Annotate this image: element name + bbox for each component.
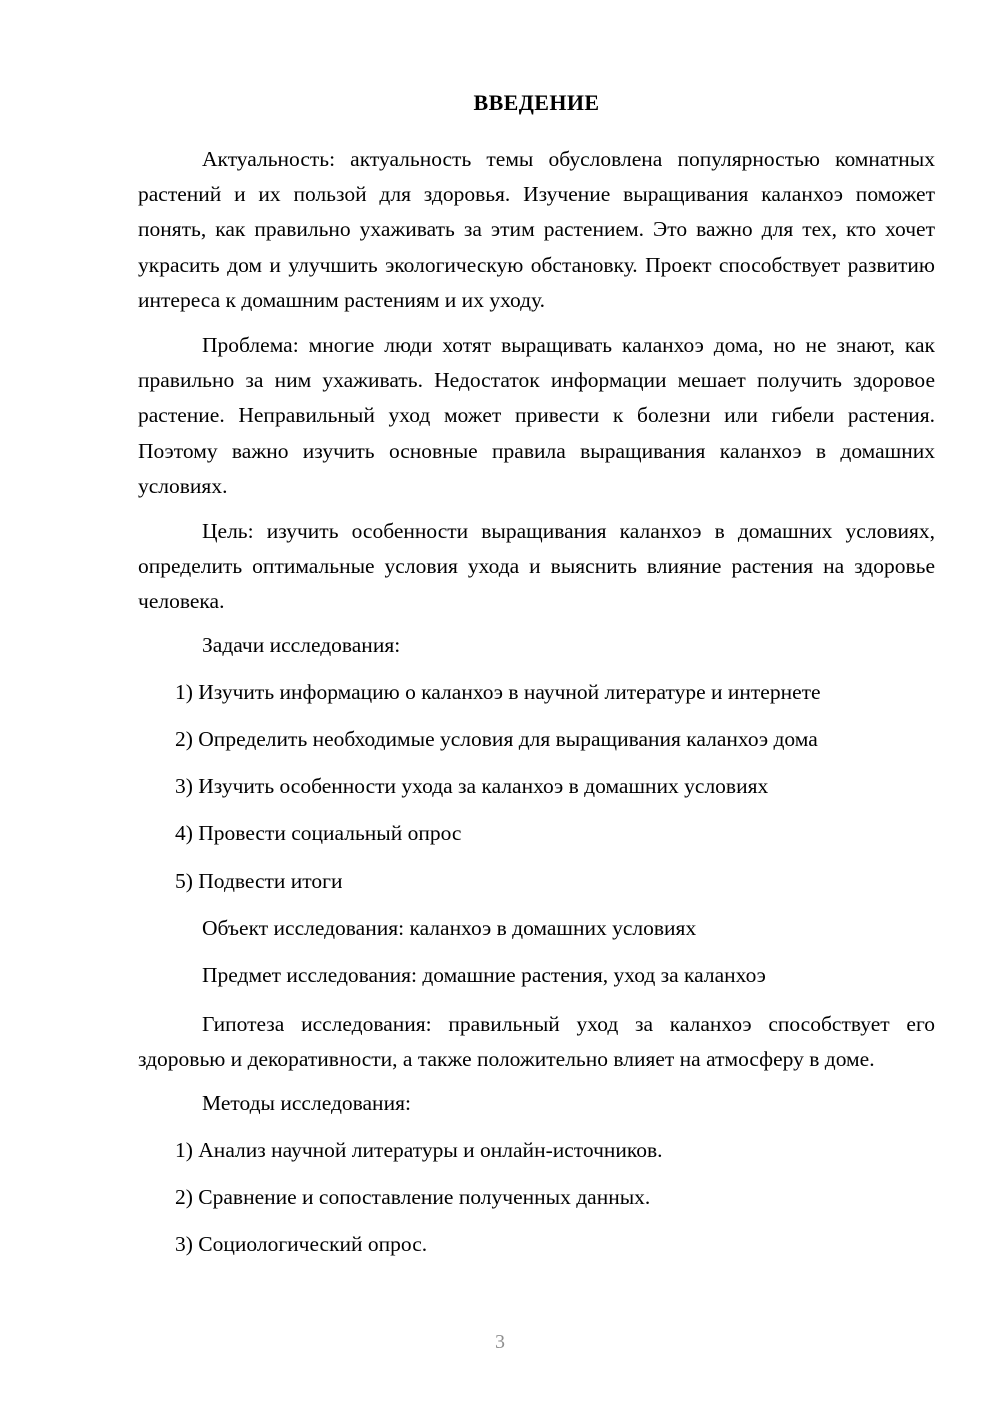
list-item: 2) Сравнение и сопоставление полученных данных. (175, 1185, 651, 1210)
subject-of-research: Предмет исследования: домашние растения, уход за каланхоэ (202, 963, 766, 988)
tasks-heading: Задачи исследования: (202, 632, 401, 657)
tasks-list (138, 663, 935, 899)
list-item: 2) Определить необходимые условия для выращивания каланхоэ дома (175, 727, 818, 752)
page-title: ВВЕДЕНИЕ (473, 90, 600, 115)
methods-list (138, 1121, 935, 1263)
paragraph-goal: Цель: изучить особенности выращивания каланхоэ в домашних условиях, определить оптимальные условия ухода и выяснить влияние растения на здоровье человека. (138, 519, 935, 614)
list-item: 1) Изучить информацию о каланхоэ в научной литературе и интернете (175, 679, 821, 704)
paragraph-spacer (138, 993, 935, 1007)
paragraph-hypothesis: Гипотеза исследования: правильный уход за каланхоэ способствует его здоровью и декоративности, а также положительно влияет на атмосферу в доме. (138, 1012, 935, 1072)
paragraph-problem: Проблема: многие люди хотят выращивать каланхоэ дома, но не знают, как правильно за ним ухаживать. Недостаток информации мешает получить здоровое растение. Неправильный уход может привести к болезни или гибели растения. Поэтому важно изучить основные правила выращивания каланхоэ в домашних условиях. (138, 333, 935, 498)
list-item: 5) Подвести итоги (175, 868, 343, 893)
paragraph-relevance: Актуальность: актуальность темы обусловлена популярностью комнатных растений и их пользой для здоровья. Изучение выращивания каланхоэ поможет понять, как правильно ухаживать за этим растением. Это важно для тех, кто хочет украсить дом и улучшить экологическую обстановку. Проект способствует развитию интереса к домашним растениям и их уходу. (138, 147, 935, 312)
paragraph-spacer (138, 319, 935, 328)
paragraph-spacer (138, 505, 935, 514)
list-item: 1) Анализ научной литературы и онлайн-источников. (175, 1137, 663, 1162)
list-item: 3) Изучить особенности ухода за каланхоэ в домашних условиях (175, 774, 769, 799)
object-of-research: Объект исследования: каланхоэ в домашних условиях (202, 915, 697, 940)
methods-heading: Методы исследования: (202, 1090, 411, 1115)
page-number: 3 (495, 1331, 505, 1353)
list-item: 3) Социологический опрос. (175, 1232, 428, 1257)
document-body (138, 88, 935, 1262)
list-item: 4) Провести социальный опрос (175, 821, 462, 846)
